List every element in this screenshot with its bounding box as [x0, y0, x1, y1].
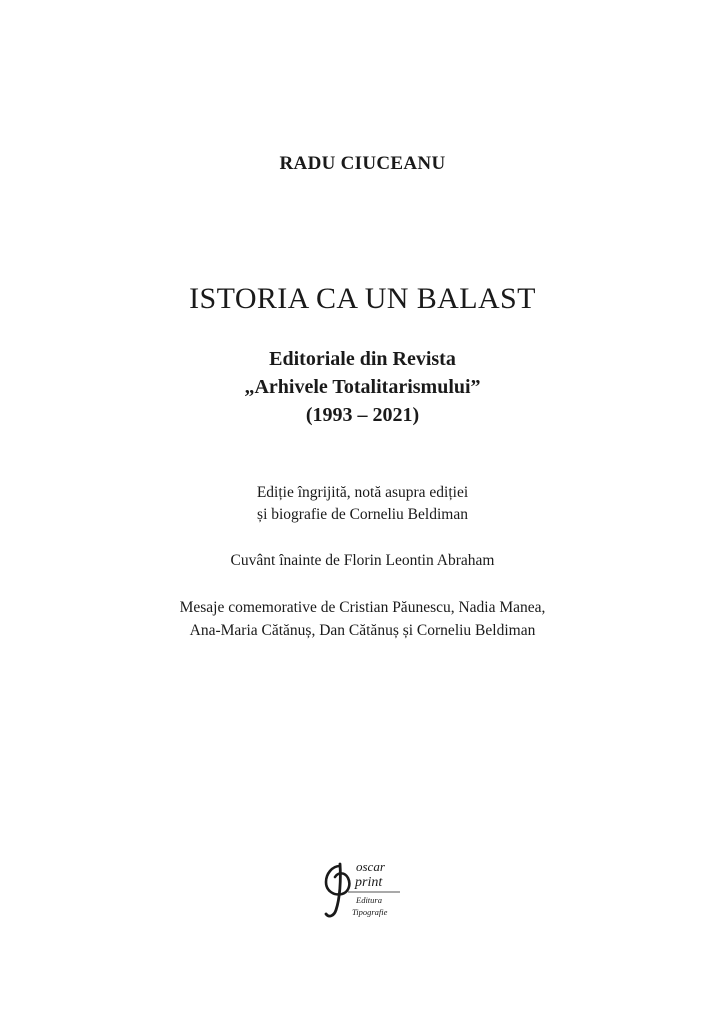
- publisher-logo-glyph: [326, 864, 349, 916]
- logo-word-editura: Editura: [356, 895, 382, 905]
- commemorative-messages: [0, 596, 725, 642]
- subtitle-line-2: „Arhivele Totalitarismului”: [244, 376, 481, 398]
- book-title: ISTORIA CA UN BALAST: [189, 282, 536, 315]
- logo-word-print: print: [355, 875, 383, 890]
- logo-word-oscar: oscar: [356, 859, 385, 874]
- book-subtitle: [0, 345, 725, 429]
- subtitle-line-3: (1993 – 2021): [305, 404, 420, 426]
- logo-word-tipografie: Tipografie: [352, 907, 388, 917]
- messages-line-1: Mesaje comemorative de Cristian Păunescu, Nadia Manea,: [179, 599, 546, 616]
- author-name: RADU CIUCEANU: [279, 153, 446, 174]
- messages-line-2: Ana-Maria Cătănuș, Dan Cătănuș și Corneliu Beldiman: [189, 622, 536, 639]
- edition-line-1: Ediție îngrijită, notă asupra ediției: [256, 484, 469, 501]
- publisher-logo: [318, 858, 408, 928]
- subtitle-line-1: Editoriale din Revista: [269, 348, 456, 370]
- edition-credits: [0, 482, 725, 526]
- foreword-credit: Cuvânt înainte de Florin Leontin Abraham: [230, 552, 495, 569]
- edition-line-2: și biografie de Corneliu Beldiman: [257, 506, 468, 523]
